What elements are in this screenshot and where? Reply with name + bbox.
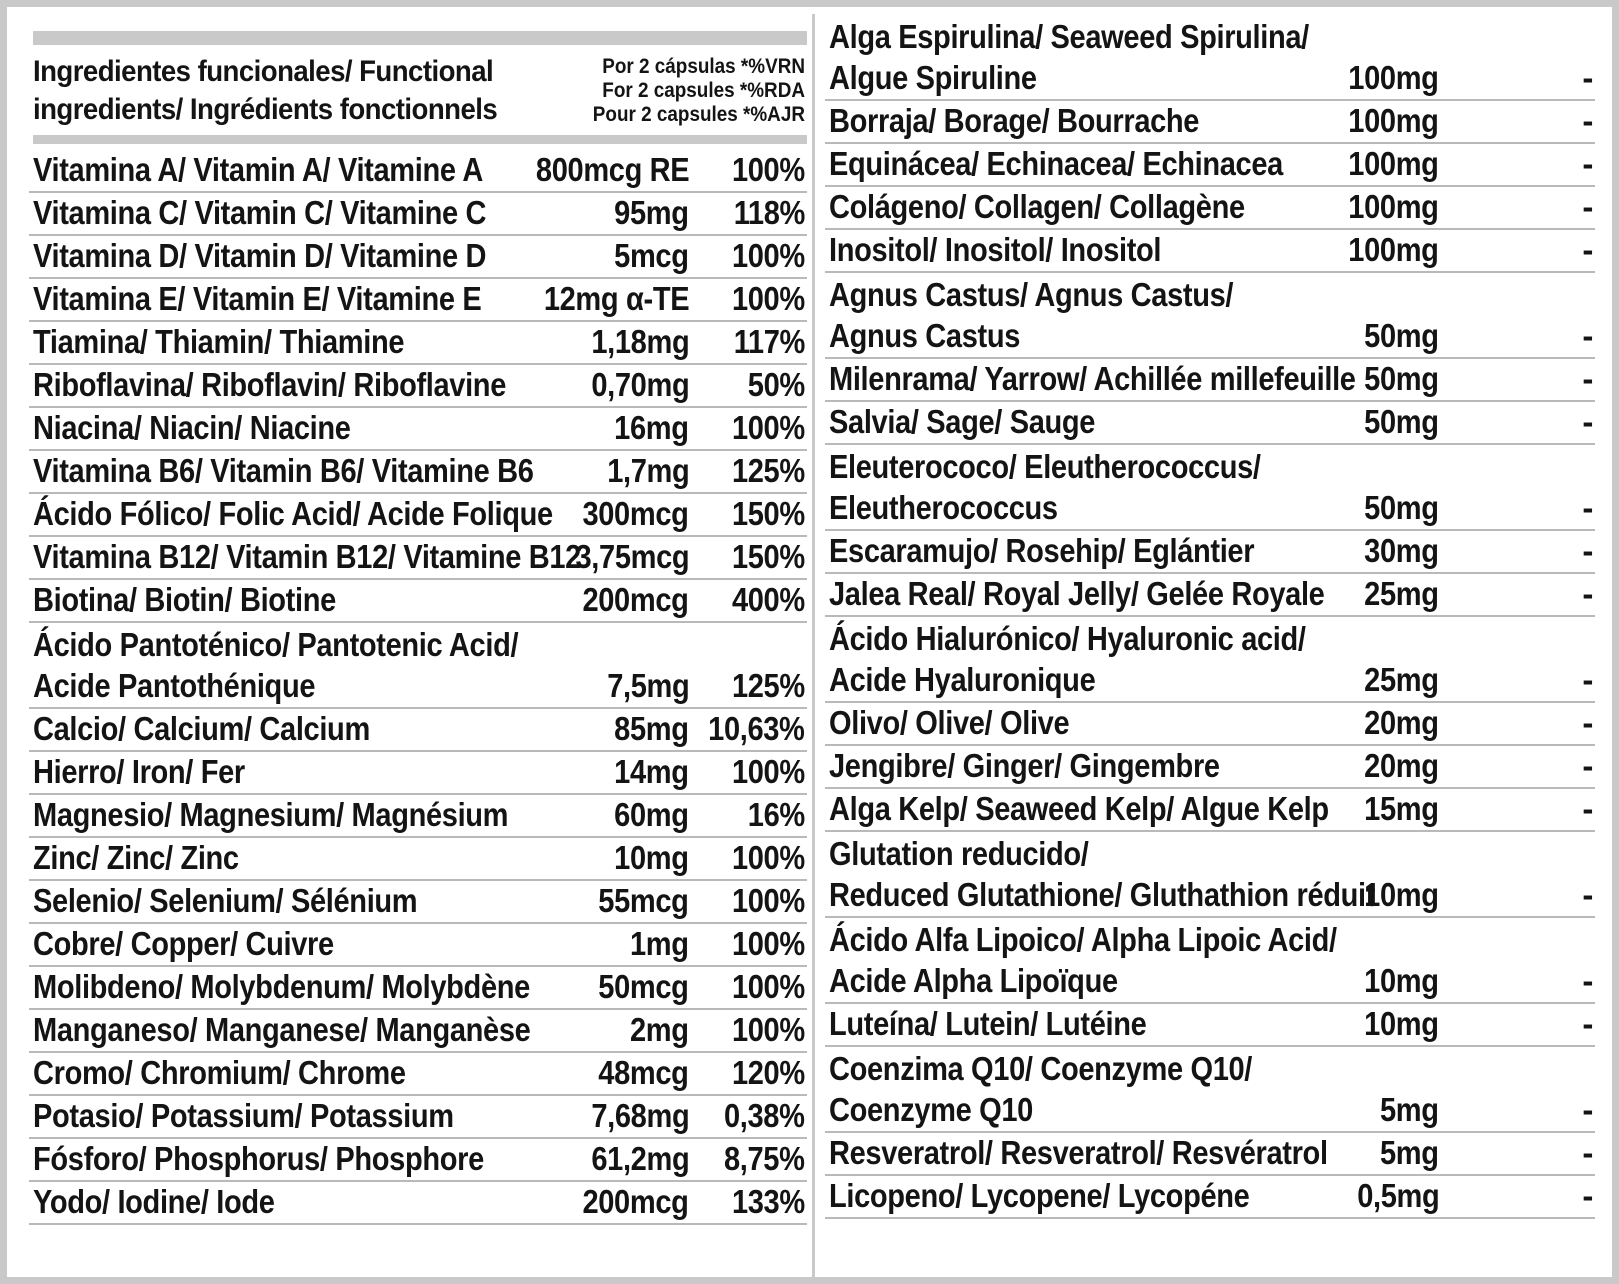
ingredient-name: Vitamina B6/ Vitamin B6/ Vitamine B6 (33, 452, 534, 489)
ingredient-amount: 20mg (1364, 747, 1439, 784)
ingredient-name: Jalea Real/ Royal Jelly/ Gelée Royale (829, 575, 1325, 612)
ingredient-percent: 100% (732, 925, 805, 962)
ingredient-amount: 100mg (1348, 59, 1439, 96)
ingredient-amount: 25mg (1364, 661, 1439, 698)
ingredient-amount: 7,5mg (606, 667, 689, 704)
table-row (29, 924, 807, 967)
ingredient-percent: - (1582, 360, 1593, 397)
ingredient-percent: - (1582, 532, 1593, 569)
ingredient-percent: - (1582, 59, 1593, 96)
table-row (29, 1010, 807, 1053)
table-row (29, 193, 807, 236)
ingredient-percent: 100% (732, 882, 805, 919)
table-row (825, 961, 1595, 1004)
table-row (825, 660, 1595, 703)
ingredient-name: Zinc/ Zinc/ Zinc (33, 839, 239, 876)
ingredient-percent: - (1582, 489, 1593, 526)
ingredient-percent: 16% (747, 796, 805, 833)
table-row (29, 795, 807, 838)
table-row (825, 359, 1595, 402)
ingredient-amount: 0,5mg (1356, 1177, 1439, 1214)
ingredient-name: Cobre/ Copper/ Cuivre (33, 925, 334, 962)
ingredient-name: Licopeno/ Lycopene/ Lycopéne (829, 1177, 1250, 1214)
ingredient-percent: 133% (732, 1183, 805, 1220)
table-row (29, 322, 807, 365)
table-row (825, 445, 1595, 488)
ingredient-name: Fósforo/ Phosphorus/ Phosphore (33, 1140, 484, 1177)
column-divider (812, 14, 815, 1284)
table-row (825, 574, 1595, 617)
ingredient-amount: 50mcg (598, 968, 689, 1005)
ingredient-amount: 800mcg RE (535, 151, 689, 188)
ingredient-name: Reduced Glutathione/ Gluthathion réduit (829, 876, 1376, 913)
ingredient-name: Alga Kelp/ Seaweed Kelp/ Algue Kelp (829, 790, 1329, 827)
ingredient-amount: 95mg (614, 194, 689, 231)
ingredient-name: Olivo/ Olive/ Olive (829, 704, 1070, 741)
ingredient-name: Luteína/ Lutein/ Lutéine (829, 1005, 1147, 1042)
ingredient-percent: 125% (732, 667, 805, 704)
ingredient-percent: - (1582, 575, 1593, 612)
ingredient-name: Escaramujo/ Rosehip/ Eglántier (829, 532, 1255, 569)
ingredient-amount: 200mcg (582, 581, 689, 618)
ingredient-amount: 85mg (614, 710, 689, 747)
table-row (29, 881, 807, 924)
ingredient-percent: - (1582, 962, 1593, 999)
ingredient-amount: 50mg (1364, 317, 1439, 354)
ingredient-name: Agnus Castus/ Agnus Castus/ (829, 276, 1234, 313)
ingredient-name: Eleuterococo/ Eleutherococcus/ (829, 448, 1261, 485)
ingredient-name: Manganeso/ Manganese/ Manganèse (33, 1011, 531, 1048)
ingredient-amount: 25mg (1364, 575, 1439, 612)
table-row (29, 1139, 807, 1182)
table-row (825, 1004, 1595, 1047)
table-row (825, 1133, 1595, 1176)
table-row (825, 617, 1595, 660)
ingredient-name: Ácido Hialurónico/ Hyaluronic acid/ (829, 620, 1306, 657)
ingredient-percent: 50% (747, 366, 805, 403)
ingredient-percent: 100% (732, 753, 805, 790)
ingredient-name: Ácido Fólico/ Folic Acid/ Acide Folique (33, 495, 553, 532)
ingredient-name: Coenzima Q10/ Coenzyme Q10/ (829, 1050, 1253, 1087)
table-row (29, 451, 807, 494)
ingredient-name: Yodo/ Iodine/ Iode (33, 1183, 275, 1220)
header-per-es: Por 2 cápsulas *%VRN (602, 55, 805, 78)
ingredient-percent: 100% (732, 280, 805, 317)
ingredient-name: Glutation reducido/ (829, 835, 1089, 872)
ingredient-name: Ácido Pantoténico/ Pantotenic Acid/ (33, 626, 519, 663)
ingredient-amount: 5mg (1380, 1134, 1439, 1171)
ingredient-name: Algue Spiruline (829, 59, 1037, 96)
table-row (29, 1053, 807, 1096)
ingredient-amount: 20mg (1364, 704, 1439, 741)
ingredient-amount: 1mg (630, 925, 689, 962)
table-row (29, 580, 807, 623)
ingredient-name: Colágeno/ Collagen/ Collagène (829, 188, 1245, 225)
ingredient-percent: 120% (732, 1054, 805, 1091)
ingredient-amount: 100mg (1348, 102, 1439, 139)
table-row (29, 279, 807, 322)
table-row (825, 1176, 1595, 1219)
ingredient-percent: 100% (732, 968, 805, 1005)
ingredient-percent: 100% (732, 151, 805, 188)
ingredient-amount: 7,68mg (591, 1097, 689, 1134)
ingredient-amount: 100mg (1348, 188, 1439, 225)
ingredient-percent: - (1582, 1177, 1593, 1214)
table-row (29, 838, 807, 881)
ingredient-name: Selenio/ Selenium/ Sélénium (33, 882, 418, 919)
ingredient-name: Tiamina/ Thiamin/ Thiamine (33, 323, 405, 360)
ingredient-amount: 50mg (1364, 489, 1439, 526)
ingredient-amount: 16mg (614, 409, 689, 446)
table-row (825, 144, 1595, 187)
ingredient-amount: 10mg (1364, 962, 1439, 999)
ingredient-percent: - (1582, 747, 1593, 784)
table-row (825, 875, 1595, 918)
header-per-fr: Pour 2 capsules *%AJR (592, 103, 805, 126)
ingredient-percent: - (1582, 317, 1593, 354)
ingredient-name: Calcio/ Calcium/ Calcium (33, 710, 370, 747)
table-row (29, 537, 807, 580)
table-row (825, 789, 1595, 832)
ingredient-amount: 14mg (614, 753, 689, 790)
table-row (825, 101, 1595, 144)
ingredient-amount: 5mcg (614, 237, 689, 274)
table-row (29, 365, 807, 408)
ingredient-percent: - (1582, 1134, 1593, 1171)
ingredient-amount: 50mg (1364, 360, 1439, 397)
table-row (825, 402, 1595, 445)
ingredient-amount: 0,70mg (591, 366, 689, 403)
ingredient-amount: 5mg (1380, 1091, 1439, 1128)
ingredient-percent: 125% (732, 452, 805, 489)
header-title (33, 53, 530, 129)
ingredient-name: Riboflavina/ Riboflavin/ Riboflavine (33, 366, 506, 403)
ingredient-name: Vitamina E/ Vitamin E/ Vitamine E (33, 280, 482, 317)
ingredient-name: Cromo/ Chromium/ Chrome (33, 1054, 406, 1091)
ingredient-amount: 15mg (1364, 790, 1439, 827)
ingredient-name: Inositol/ Inositol/ Inositol (829, 231, 1162, 268)
ingredient-name: Jengibre/ Ginger/ Gingembre (829, 747, 1220, 784)
table-row (825, 316, 1595, 359)
ingredient-amount: 1,7mg (606, 452, 689, 489)
table-row (29, 967, 807, 1010)
ingredient-percent: 0,38% (724, 1097, 805, 1134)
ingredient-name: Magnesio/ Magnesium/ Magnésium (33, 796, 509, 833)
ingredient-name: Potasio/ Potassium/ Potassium (33, 1097, 454, 1134)
table-row (29, 408, 807, 451)
table-row (29, 236, 807, 279)
table-row (29, 494, 807, 537)
header-bottom-bar (33, 135, 807, 144)
ingredient-percent: 100% (732, 237, 805, 274)
ingredient-percent: 117% (733, 323, 805, 360)
ingredient-amount: 50mg (1364, 403, 1439, 440)
ingredient-name: Hierro/ Iron/ Fer (33, 753, 245, 790)
table-row (29, 150, 807, 193)
table-row (825, 230, 1595, 273)
ingredient-name: Vitamina D/ Vitamin D/ Vitamine D (33, 237, 487, 274)
ingredient-amount: 12mg α-TE (543, 280, 689, 317)
ingredient-amount: 3,75mcg (575, 538, 689, 575)
table-row (825, 15, 1595, 58)
ingredient-name: Acide Pantothénique (33, 667, 316, 704)
header-per-serving (580, 55, 805, 127)
header-title-line2: ingredients/ Ingrédients fonctionnels (33, 93, 498, 126)
ingredient-percent: - (1582, 661, 1593, 698)
ingredient-name: Resveratrol/ Resveratrol/ Resvératrol (829, 1134, 1328, 1171)
vitamins-mineral-table (29, 150, 807, 1225)
ingredient-name: Vitamina B12/ Vitamin B12/ Vitamine B12 (33, 538, 581, 575)
ingredient-amount: 10mg (1364, 876, 1439, 913)
table-row (29, 666, 807, 709)
ingredient-name: Milenrama/ Yarrow/ Achillée millefeuille (829, 360, 1356, 397)
ingredient-percent: 150% (732, 495, 805, 532)
ingredient-percent: - (1582, 188, 1593, 225)
table-row (825, 1090, 1595, 1133)
ingredient-percent: - (1582, 231, 1593, 268)
table-row (29, 623, 807, 666)
ingredient-amount: 48mcg (598, 1054, 689, 1091)
table-row (825, 703, 1595, 746)
ingredient-amount: 10mg (1364, 1005, 1439, 1042)
table-row (29, 1182, 807, 1225)
table-row (825, 746, 1595, 789)
ingredient-percent: 100% (732, 839, 805, 876)
ingredient-name: Acide Alpha Lipoïque (829, 962, 1118, 999)
ingredient-percent: 150% (732, 538, 805, 575)
ingredient-percent: - (1582, 145, 1593, 182)
ingredient-name: Acide Hyaluronique (829, 661, 1096, 698)
ingredient-percent: 10,63% (708, 710, 805, 747)
ingredient-percent: 400% (732, 581, 805, 618)
ingredient-name: Equinácea/ Echinacea/ Echinacea (829, 145, 1283, 182)
ingredient-name: Niacina/ Niacin/ Niacine (33, 409, 351, 446)
table-row (29, 709, 807, 752)
table-row (29, 752, 807, 795)
ingredient-name: Molibdeno/ Molybdenum/ Molybdène (33, 968, 530, 1005)
ingredient-name: Ácido Alfa Lipoico/ Alpha Lipoic Acid/ (829, 921, 1337, 958)
table-row (825, 488, 1595, 531)
ingredient-percent: - (1582, 876, 1593, 913)
header-per-en: For 2 capsules *%RDA (602, 79, 805, 102)
table-row (825, 58, 1595, 101)
ingredient-name: Borraja/ Borage/ Bourrache (829, 102, 1200, 139)
table-row (825, 273, 1595, 316)
ingredient-amount: 300mcg (582, 495, 689, 532)
ingredient-amount: 30mg (1364, 532, 1439, 569)
ingredient-percent: - (1582, 704, 1593, 741)
ingredient-name: Vitamina A/ Vitamin A/ Vitamine A (33, 151, 483, 188)
table-row (825, 1047, 1595, 1090)
ingredient-percent: - (1582, 102, 1593, 139)
ingredient-percent: 8,75% (724, 1140, 805, 1177)
ingredient-name: Biotina/ Biotin/ Biotine (33, 581, 336, 618)
botanicals-table (825, 15, 1595, 1219)
ingredient-percent: 100% (732, 1011, 805, 1048)
ingredient-amount: 2mg (630, 1011, 689, 1048)
table-row (825, 187, 1595, 230)
ingredient-percent: - (1582, 403, 1593, 440)
ingredient-amount: 60mg (614, 796, 689, 833)
ingredient-amount: 100mg (1348, 145, 1439, 182)
ingredient-amount: 100mg (1348, 231, 1439, 268)
table-row (825, 531, 1595, 574)
header-top-bar (33, 31, 807, 45)
table-row (825, 918, 1595, 961)
ingredient-amount: 61,2mg (591, 1140, 689, 1177)
ingredient-name: Vitamina C/ Vitamin C/ Vitamine C (33, 194, 487, 231)
ingredient-percent: - (1582, 1091, 1593, 1128)
ingredient-amount: 1,18mg (591, 323, 689, 360)
ingredient-name: Salvia/ Sage/ Sauge (829, 403, 1096, 440)
ingredient-percent: 100% (732, 409, 805, 446)
table-row (29, 1096, 807, 1139)
ingredient-name: Alga Espirulina/ Seaweed Spirulina/ (829, 18, 1309, 55)
ingredient-amount: 10mg (614, 839, 689, 876)
ingredient-amount: 200mcg (582, 1183, 689, 1220)
ingredient-percent: 118% (733, 194, 805, 231)
table-row (825, 832, 1595, 875)
ingredient-name: Eleutherococcus (829, 489, 1058, 526)
ingredient-amount: 55mcg (598, 882, 689, 919)
ingredient-percent: - (1582, 1005, 1593, 1042)
ingredient-name: Coenzyme Q10 (829, 1091, 1033, 1128)
header-title-line1: Ingredientes funcionales/ Functional (33, 55, 494, 88)
ingredient-percent: - (1582, 790, 1593, 827)
ingredient-name: Agnus Castus (829, 317, 1021, 354)
